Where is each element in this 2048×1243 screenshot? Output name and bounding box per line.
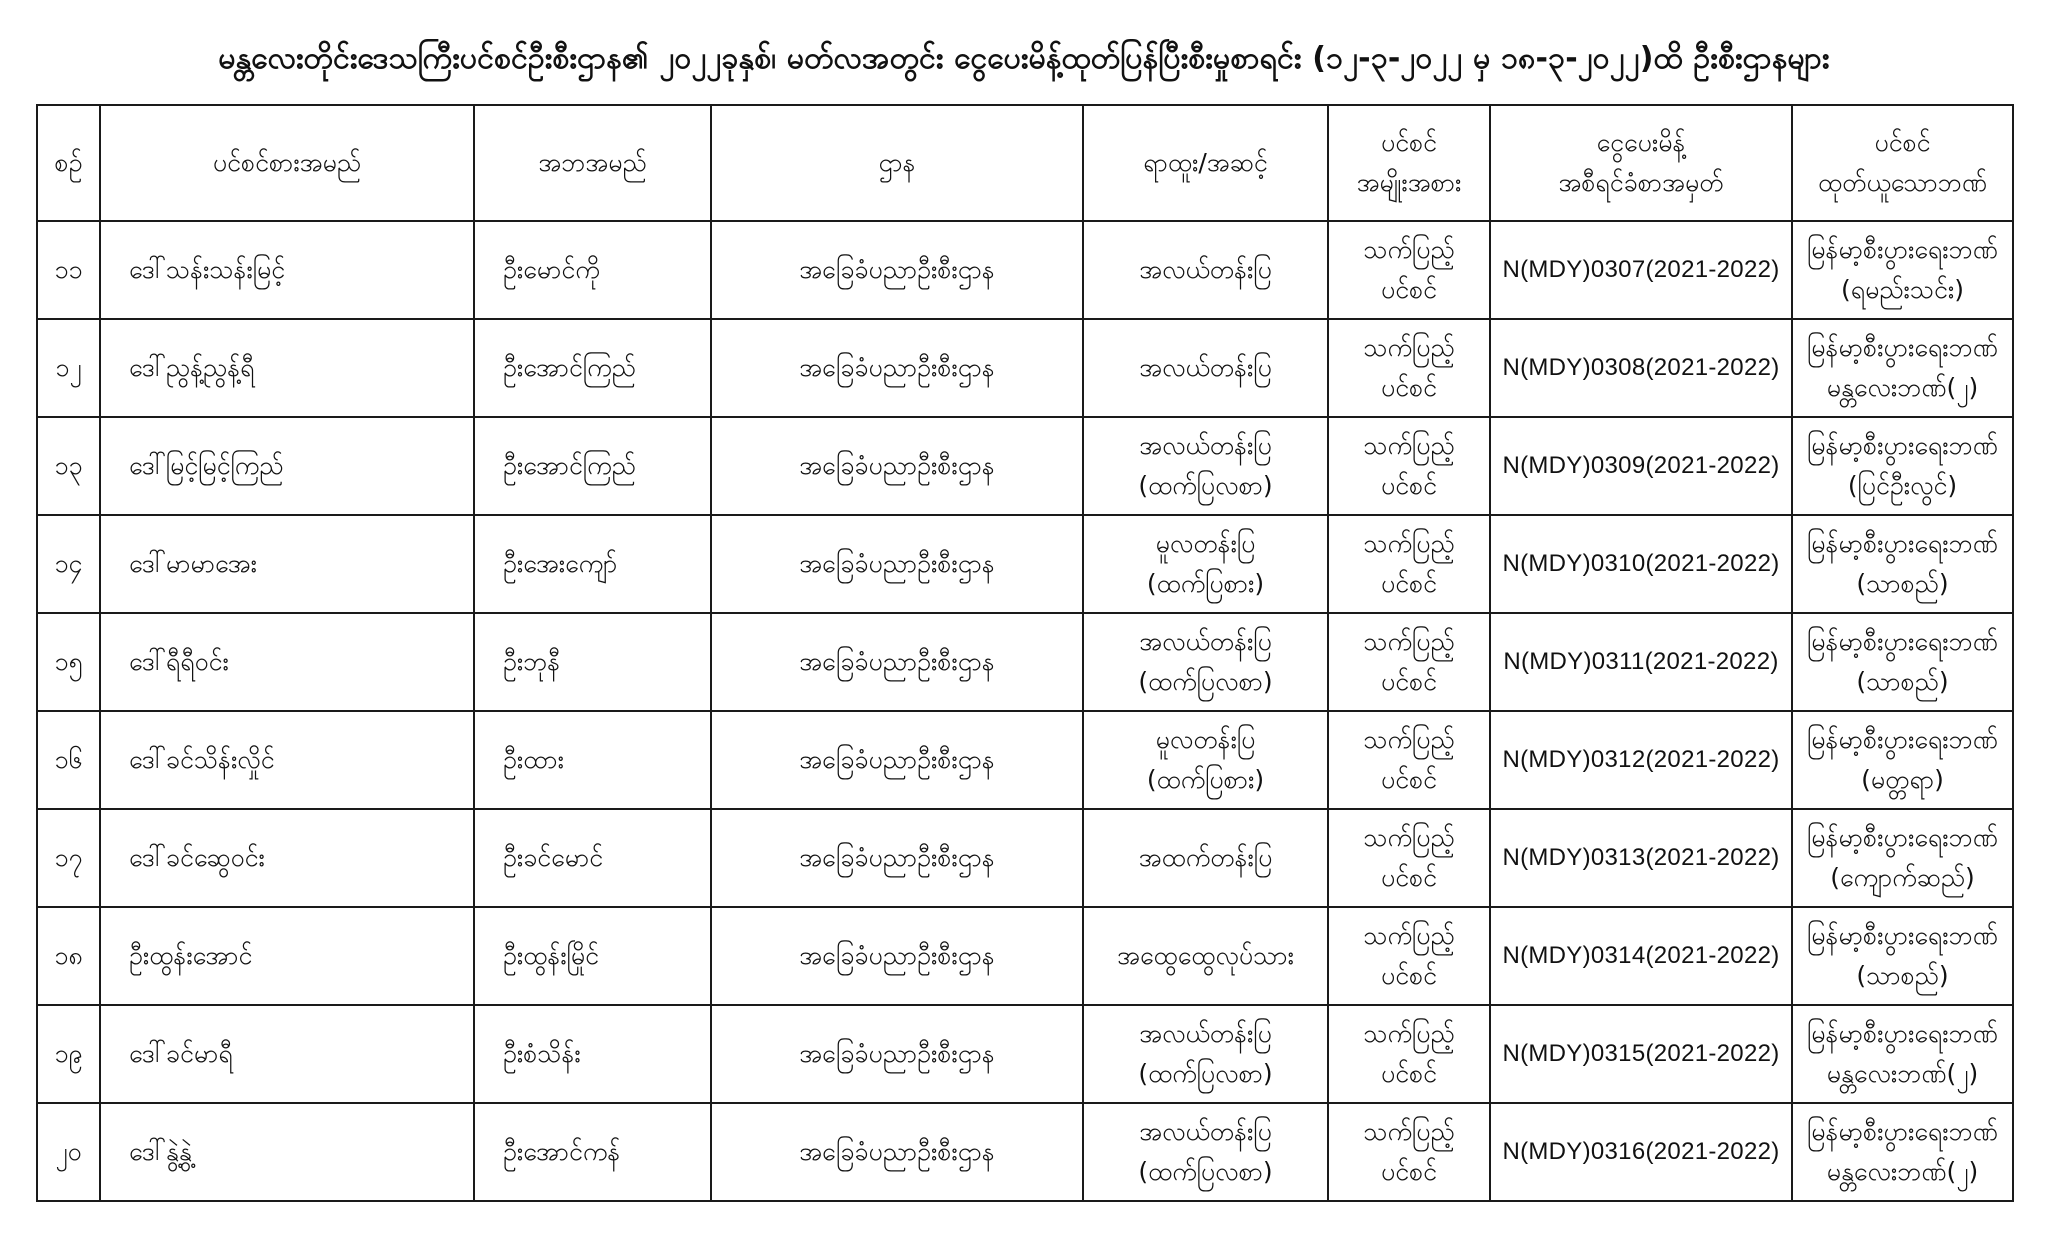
pension-type-cell <box>1328 711 1490 809</box>
department-cell: အခြေခံပညာဦးစီးဌာန <box>711 319 1083 417</box>
rank-cell <box>1083 809 1328 907</box>
bank-cell-line: မြန်မာ့စီးပွားရေးဘဏ် <box>1807 1117 1998 1146</box>
bank-cell-line: မြန်မာ့စီးပွားရေးဘဏ် <box>1807 627 1998 656</box>
header-order-no <box>1490 105 1792 221</box>
order-number-cell: N(MDY)0315(2021-2022) <box>1490 1005 1792 1103</box>
header-pension-type-line: ပင်စင် <box>1380 128 1438 157</box>
row-number-cell: ၁၅ <box>37 613 100 711</box>
rank-cell-line: အလယ်တန်းပြ <box>1139 353 1272 382</box>
row-number-cell: ၁၂ <box>37 319 100 417</box>
bank-cell-line: (သာစည်) <box>1856 569 1949 598</box>
pensioner-name-cell: ဒေါ်ခင်ဆွေဝင်း <box>100 809 474 907</box>
bank-cell-line: (သာစည်) <box>1856 961 1949 990</box>
rank-cell-line: အထွေထွေလုပ်သား <box>1117 941 1294 970</box>
bank-cell <box>1792 515 2013 613</box>
table-row <box>37 221 2013 319</box>
pension-type-cell <box>1328 907 1490 1005</box>
pensioner-name-cell: ဒေါ်ညွန့်ညွန့်ရီ <box>100 319 474 417</box>
bank-cell-line: မြန်မာ့စီးပွားရေးဘဏ် <box>1807 235 1998 264</box>
pensioner-name-cell: ဒေါ်သန်းသန်းမြင့် <box>100 221 474 319</box>
pensioner-name-cell: ဒေါ်ခင်မာရီ <box>100 1005 474 1103</box>
rank-cell-line: (ထက်ပြစား) <box>1146 765 1265 794</box>
bank-cell-line: (မတ္တရာ) <box>1861 765 1944 794</box>
order-number-cell: N(MDY)0311(2021-2022) <box>1490 613 1792 711</box>
pensioner-name-cell: ဒေါ်ရီရီဝင်း <box>100 613 474 711</box>
row-number-cell: ၁၉ <box>37 1005 100 1103</box>
father-name-cell: ဦးအေးကျော် <box>474 515 711 613</box>
order-number-cell: N(MDY)0310(2021-2022) <box>1490 515 1792 613</box>
table-row <box>37 907 2013 1005</box>
bank-cell <box>1792 221 2013 319</box>
father-name-cell: ဦးအောင်ကြည် <box>474 319 711 417</box>
bank-cell-line: မန္တလေးဘဏ်(၂) <box>1826 1059 1979 1088</box>
bank-cell <box>1792 711 2013 809</box>
table-row <box>37 1103 2013 1201</box>
bank-cell-line: (ပြင်ဦးလွင်) <box>1847 471 1958 500</box>
header-department: ဌာန <box>711 105 1083 221</box>
bank-cell <box>1792 613 2013 711</box>
order-number-cell: N(MDY)0314(2021-2022) <box>1490 907 1792 1005</box>
father-name-cell: ဦးထား <box>474 711 711 809</box>
rank-cell-line: (ထက်ပြလစာ) <box>1138 1059 1273 1088</box>
rank-cell-line: အလယ်တန်းပြ <box>1139 627 1272 656</box>
pension-type-cell-line: ပင်စင် <box>1380 1059 1438 1088</box>
pension-type-cell-line: သက်ပြည့် <box>1363 333 1455 362</box>
bank-cell-line: မန္တလေးဘဏ်(၂) <box>1826 373 1979 402</box>
pension-type-cell-line: သက်ပြည့် <box>1363 1117 1455 1146</box>
department-cell: အခြေခံပညာဦးစီးဌာန <box>711 417 1083 515</box>
department-cell: အခြေခံပညာဦးစီးဌာန <box>711 613 1083 711</box>
pensioner-name-cell: ဒေါ်နွဲ့နွဲ့ <box>100 1103 474 1201</box>
pension-type-cell-line: ပင်စင် <box>1380 961 1438 990</box>
rank-cell-line: (ထက်ပြလစာ) <box>1138 667 1273 696</box>
table-row <box>37 319 2013 417</box>
bank-cell-line: မြန်မာ့စီးပွားရေးဘဏ် <box>1807 823 1998 852</box>
rank-cell <box>1083 221 1328 319</box>
bank-cell <box>1792 417 2013 515</box>
row-number-cell: ၁၈ <box>37 907 100 1005</box>
order-number-cell: N(MDY)0313(2021-2022) <box>1490 809 1792 907</box>
pension-type-cell <box>1328 1103 1490 1201</box>
rank-cell-line: (ထက်ပြစား) <box>1146 569 1265 598</box>
father-name-cell: ဦးထွန်းမြိုင် <box>474 907 711 1005</box>
pension-type-cell-line: သက်ပြည့် <box>1363 921 1455 950</box>
pension-type-cell-line: သက်ပြည့် <box>1363 823 1455 852</box>
bank-cell-line: မြန်မာ့စီးပွားရေးဘဏ် <box>1807 725 1998 754</box>
father-name-cell: ဦးမောင်ကို <box>474 221 711 319</box>
table-row <box>37 809 2013 907</box>
table-row <box>37 515 2013 613</box>
pension-type-cell <box>1328 515 1490 613</box>
pension-type-cell <box>1328 319 1490 417</box>
order-number-cell: N(MDY)0308(2021-2022) <box>1490 319 1792 417</box>
pension-type-cell-line: ပင်စင် <box>1380 765 1438 794</box>
department-cell: အခြေခံပညာဦးစီးဌာန <box>711 1103 1083 1201</box>
father-name-cell: ဦးအောင်ကန် <box>474 1103 711 1201</box>
pension-type-cell-line: ပင်စင် <box>1380 667 1438 696</box>
document-title: မန္တလေးတိုင်းဒေသကြီးပင်စင်ဦးစီးဌာန၏ ၂၀၂၂ခုနှစ်၊ မတ်လအတွင်း ငွေပေးမိန့်ထုတ်ပြန်ပြီးစီးမှုစာရင်း (၁၂-၃-၂၀၂၂ မှ ၁၈-၃-၂၀၂၂)ထိ ဦးစီးဌာနများ <box>218 41 1830 76</box>
rank-cell <box>1083 907 1328 1005</box>
bank-cell-line: မြန်မာ့စီးပွားရေးဘဏ် <box>1807 333 1998 362</box>
rank-cell-line: အထက်တန်းပြ <box>1138 843 1273 872</box>
department-cell: အခြေခံပညာဦးစီးဌာန <box>711 1005 1083 1103</box>
order-number-cell: N(MDY)0307(2021-2022) <box>1490 221 1792 319</box>
pension-type-cell <box>1328 613 1490 711</box>
table-row <box>37 1005 2013 1103</box>
pension-type-cell <box>1328 1005 1490 1103</box>
department-cell: အခြေခံပညာဦးစီးဌာန <box>711 515 1083 613</box>
header-rank: ရာထူး/အဆင့် <box>1083 105 1328 221</box>
pension-type-cell-line: ပင်စင် <box>1380 863 1438 892</box>
header-no: စဉ် <box>37 105 100 221</box>
bank-cell-line: မြန်မာ့စီးပွားရေးဘဏ် <box>1807 921 1998 950</box>
rank-cell-line: အလယ်တန်းပြ <box>1139 1019 1272 1048</box>
rank-cell <box>1083 613 1328 711</box>
father-name-cell: ဦးစံသိန်း <box>474 1005 711 1103</box>
father-name-cell: ဦးခင်မောင် <box>474 809 711 907</box>
row-number-cell: ၂၀ <box>37 1103 100 1201</box>
rank-cell <box>1083 1103 1328 1201</box>
pension-type-cell-line: ပင်စင် <box>1380 471 1438 500</box>
header-bank-line: ထုတ်ယူသောဘဏ် <box>1817 168 1988 197</box>
bank-cell <box>1792 1005 2013 1103</box>
bank-cell <box>1792 907 2013 1005</box>
father-name-cell: ဦးအောင်ကြည် <box>474 417 711 515</box>
header-pensioner-name: ပင်စင်စားအမည် <box>100 105 474 221</box>
row-number-cell: ၁၇ <box>37 809 100 907</box>
pension-type-cell-line: ပင်စင် <box>1380 1157 1438 1186</box>
bank-cell-line: မြန်မာ့စီးပွားရေးဘဏ် <box>1807 431 1998 460</box>
pensioner-name-cell: ဒေါ်ခင်သိန်းလှိုင် <box>100 711 474 809</box>
header-order-no-line: အစီရင်ခံစာအမှတ် <box>1558 168 1724 197</box>
row-number-cell: ၁၄ <box>37 515 100 613</box>
table-body <box>37 221 2013 1201</box>
pension-type-cell-line: သက်ပြည့် <box>1363 235 1455 264</box>
row-number-cell: ၁၆ <box>37 711 100 809</box>
rank-cell-line: အလယ်တန်းပြ <box>1139 1117 1272 1146</box>
department-cell: အခြေခံပညာဦးစီးဌာန <box>711 221 1083 319</box>
table-header-row <box>37 105 2013 221</box>
rank-cell-line: မူလတန်းပြ <box>1155 529 1256 558</box>
pension-type-cell <box>1328 809 1490 907</box>
bank-cell-line: မြန်မာ့စီးပွားရေးဘဏ် <box>1807 529 1998 558</box>
department-cell: အခြေခံပညာဦးစီးဌာန <box>711 907 1083 1005</box>
pension-type-cell <box>1328 417 1490 515</box>
table-row <box>37 417 2013 515</box>
bank-cell <box>1792 809 2013 907</box>
department-cell: အခြေခံပညာဦးစီးဌာန <box>711 809 1083 907</box>
pension-type-cell-line: ပင်စင် <box>1380 373 1438 402</box>
bank-cell-line: (ရမည်းသင်း) <box>1840 275 1965 304</box>
rank-cell <box>1083 1005 1328 1103</box>
header-pension-type <box>1328 105 1490 221</box>
header-pension-type-line: အမျိုးအစား <box>1356 168 1462 197</box>
department-cell: အခြေခံပညာဦးစီးဌာန <box>711 711 1083 809</box>
row-number-cell: ၁၃ <box>37 417 100 515</box>
pension-table <box>36 104 2014 1202</box>
pension-type-cell-line: သက်ပြည့် <box>1363 431 1455 460</box>
bank-cell <box>1792 319 2013 417</box>
table-row <box>37 613 2013 711</box>
header-father-name: အဘအမည် <box>474 105 711 221</box>
pension-type-cell-line: သက်ပြည့် <box>1363 725 1455 754</box>
rank-cell <box>1083 515 1328 613</box>
rank-cell <box>1083 417 1328 515</box>
header-bank-line: ပင်စင် <box>1874 128 1931 157</box>
pension-type-cell-line: သက်ပြည့် <box>1363 1019 1455 1048</box>
row-number-cell: ၁၁ <box>37 221 100 319</box>
order-number-cell: N(MDY)0309(2021-2022) <box>1490 417 1792 515</box>
rank-cell <box>1083 711 1328 809</box>
pension-type-cell-line: ပင်စင် <box>1380 569 1438 598</box>
rank-cell-line: (ထက်ပြလစာ) <box>1138 471 1273 500</box>
rank-cell-line: အလယ်တန်းပြ <box>1139 255 1272 284</box>
table-row <box>37 711 2013 809</box>
rank-cell-line: အလယ်တန်းပြ <box>1139 431 1272 460</box>
pensioner-name-cell: ဒေါ်မာမာအေး <box>100 515 474 613</box>
bank-cell-line: (သာစည်) <box>1856 667 1949 696</box>
order-number-cell: N(MDY)0316(2021-2022) <box>1490 1103 1792 1201</box>
header-order-no-line: ငွေပေးမိန့် <box>1596 128 1686 157</box>
pension-type-cell-line: သက်ပြည့် <box>1363 529 1455 558</box>
pensioner-name-cell: ဦးထွန်းအောင် <box>100 907 474 1005</box>
bank-cell-line: မန္တလေးဘဏ်(၂) <box>1826 1157 1979 1186</box>
bank-cell <box>1792 1103 2013 1201</box>
pension-type-cell-line: ပင်စင် <box>1380 275 1438 304</box>
rank-cell-line: (ထက်ပြလစာ) <box>1138 1157 1273 1186</box>
father-name-cell: ဦးဘုနီ <box>474 613 711 711</box>
pension-type-cell <box>1328 221 1490 319</box>
bank-cell-line: (ကျောက်ဆည်) <box>1830 863 1975 892</box>
bank-cell-line: မြန်မာ့စီးပွားရေးဘဏ် <box>1807 1019 1998 1048</box>
pension-type-cell-line: သက်ပြည့် <box>1363 627 1455 656</box>
order-number-cell: N(MDY)0312(2021-2022) <box>1490 711 1792 809</box>
pensioner-name-cell: ဒေါ်မြင့်မြင့်ကြည် <box>100 417 474 515</box>
header-bank <box>1792 105 2013 221</box>
rank-cell-line: မူလတန်းပြ <box>1155 725 1256 754</box>
rank-cell <box>1083 319 1328 417</box>
